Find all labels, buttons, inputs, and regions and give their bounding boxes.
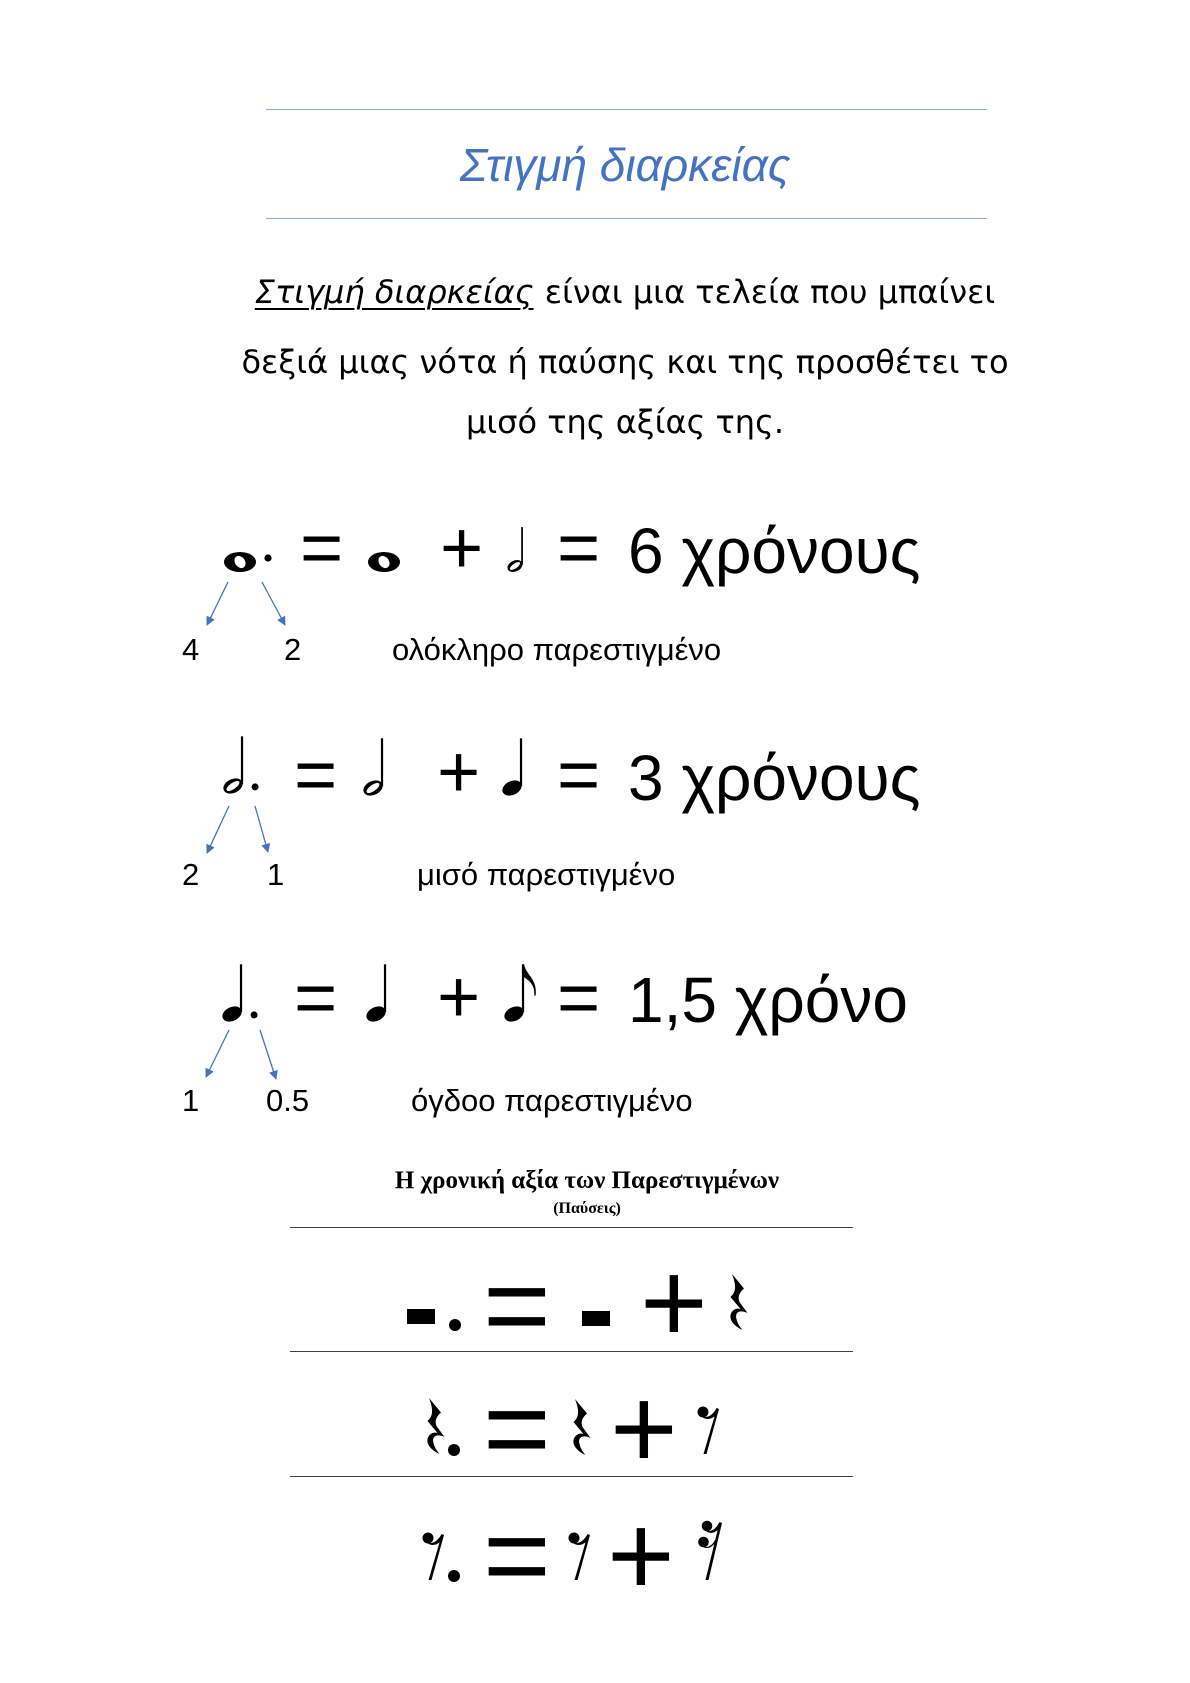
dotted-quarter-rest-icon <box>427 1398 460 1456</box>
equation-result: 6 χρόνους <box>628 515 921 587</box>
split-value-note: 2 <box>182 857 200 892</box>
definition-term: Στιγμή διαρκείας <box>254 273 534 311</box>
split-value-note: 1 <box>182 1083 200 1118</box>
equation-result: 3 χρόνους <box>628 742 921 814</box>
rests-section-title: Η χρονική αξία των Παρεστιγμένων <box>394 1167 780 1194</box>
equals-sign: = <box>294 733 338 816</box>
split-value-dot: 0.5 <box>266 1083 310 1118</box>
plus-sign: + <box>440 506 484 589</box>
half-note-icon <box>506 527 525 574</box>
table-rule <box>290 1476 853 1477</box>
equals-sign: = <box>483 1363 551 1493</box>
eighth-note-icon <box>502 964 536 1024</box>
eighth-rest-icon <box>698 1407 720 1455</box>
plus-sign: + <box>437 955 481 1038</box>
dotted-quarter-note-icon <box>220 964 258 1024</box>
half-rest-icon <box>582 1311 610 1326</box>
quarter-rest-icon <box>573 1399 590 1455</box>
arrow-right <box>255 806 268 852</box>
split-value-dot: 1 <box>267 857 285 892</box>
equation-caption: όγδοο παρεστιγμένο <box>411 1083 693 1118</box>
split-value-note: 4 <box>182 632 200 667</box>
equals-sign: = <box>483 1240 551 1370</box>
whole-note-icon <box>368 552 400 572</box>
equals-sign: = <box>557 956 601 1039</box>
sixteenth-rest-icon <box>698 1521 722 1580</box>
definition-text-1: είναι μια τελεία που μπαίνει <box>544 273 996 311</box>
equation-caption: ολόκληρο παρεστιγμένο <box>392 632 722 667</box>
equation-result: 1,5 χρόνο <box>628 964 908 1036</box>
equals-sign: = <box>294 956 338 1039</box>
arrow-left <box>207 582 228 625</box>
page-title: Στιγμή διαρκείας <box>459 139 791 191</box>
equals-sign: = <box>483 1490 551 1620</box>
equals-sign: = <box>300 506 344 589</box>
equals-sign: = <box>557 733 601 816</box>
plus-sign: + <box>607 1490 675 1620</box>
dotted-half-rest-icon <box>407 1309 461 1331</box>
arrow-left <box>207 806 229 853</box>
definition-line-3: μισό της αξίας της. <box>465 403 785 441</box>
definition-line-2: δεξιά μιας νότα ή παύσης και της προσθέτει το <box>241 343 1009 381</box>
arrow-right <box>262 582 285 625</box>
table-rule <box>290 1227 853 1228</box>
rests-section-subtitle: (Παύσεις) <box>553 1200 621 1217</box>
dotted-eighth-rest-icon <box>423 1533 461 1583</box>
dotted-half-note-icon <box>221 736 259 796</box>
half-note-icon <box>361 738 385 798</box>
plus-sign: + <box>640 1237 708 1367</box>
table-rule <box>290 1351 853 1352</box>
eighth-rest-icon <box>569 1533 591 1581</box>
dotted-whole-note-icon <box>224 552 272 572</box>
arrow-right <box>260 1030 276 1079</box>
plus-sign: + <box>437 730 481 813</box>
quarter-note-icon <box>500 738 524 798</box>
equation-caption: μισό παρεστιγμένο <box>417 857 676 892</box>
equals-sign: = <box>557 506 601 589</box>
quarter-note-icon <box>364 964 388 1024</box>
quarter-rest-icon <box>730 1274 747 1330</box>
arrow-left <box>206 1030 229 1077</box>
plus-sign: + <box>610 1363 678 1493</box>
split-value-dot: 2 <box>284 632 302 667</box>
